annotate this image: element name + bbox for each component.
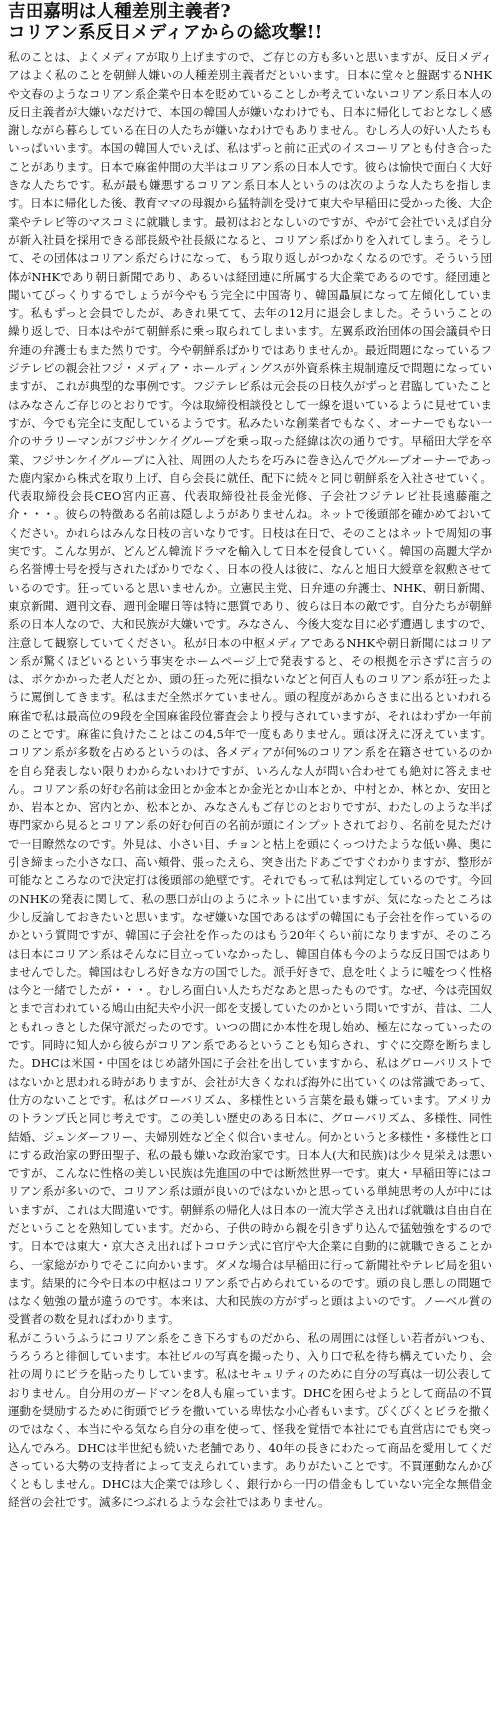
article-paragraph-2: 私がこういうふうにコリアン系をこき下ろすものだから、私の周囲には怪しい若者がいつも、うろうろと徘徊しています。本社ビルの写真を撮ったり、入り口で私を待ち構えていたり、会社の周りにビラを貼ったりしています。私はセキュリティのために自分の写真は一切公表しておりません。自分用のガードマンを8人も雇っています。DHCを困らせようとして商品の不買運動を奨励するために街頭でビラを撒いている卑怯な小心者もいます。びくびくとビラを撒くのではなく、本当にやる気なら自分の車を使って、怪我を覚悟で本社にでも直営店にでも突っ込んでみろ。DHCは半世紀も続いた老舗であり、40年の長きにわたって商品を愛用してくださっている大勢の支持者によって支えられています。ありがたいことです。不買運動なんかびくともしません。DHCは大企業では珍しく、銀行から一円の借金もしていない完全な無借金経営の会社です。滅多につぶれるような会社ではありません。 (8, 1330, 492, 1510)
document-page (0, 2, 500, 1512)
article-title-line-2: コリアン系反日メディアからの総攻撃!! (8, 23, 323, 43)
article-title (8, 2, 492, 44)
article-paragraph-1: 私のことは、よくメディアが取り上げますので、ご存じの方も多いと思いますが、反日メディアはよく私のことを朝鮮人嫌いの人種差別主義者だといいます。日本に堂々と盤踞するNHKや文春のようなコリアン系企業や日本を貶めていることしか考えていないコリアン系日本人の反日主義者が大嫌いなだけで、本国の韓国人が嫌いなわけでも、日本に帰化しておとなしく感謝しながら暮らしている在日の人たちが嫌いなわけでもありません。むしろ人の好い人たちもいっぱいいます。本国の韓国人でいえば、私はずっと前に正式のイスコーリアとも付き合ったことがあります。日本で麻雀仲間の大半はコリアン系の日本人です。彼らは愉快で面白く大好きな人たちです。私が最も嫌悪するコリアン系日本人というのは次のような人たちを指します。日本に帰化した後、教育ママの母親から猛特訓を受けて東大や早稲田に受かった後、大企業やテレビ等のマスコミに就職します。最初はおとなしいのですが、やがて会社でいえば自分が新入社員を採用できる部長級や社長級になると、コリアン系ばかりを入れてしまう。そうして、その団体はコリアン系だらけになって、もう取り返しがつかなくなるのです。そういう団体がNHKであり朝日新聞であり、あるいは経団連に所属する大企業であるのです。経団連と聞いてびっくりするでしょうが今やもう完全に中国寄り、韓国贔屓になって左傾化しています。私もずっと会員でしたが、あきれ果てて、去年の12月に退会しました。そういうことの繰り返しで、日本はやがて朝鮮系に乗っ取られてしまいます。左翼系政治団体の国会議員や日弁連の弁護士もまた然りです。今や朝鮮系ばかりではありませんか。最近問題になっているフジテレビの親会社フジ・メディア・ホールディングスが外資系株主規制違反で問題になっていますが、これが典型的な事例です。フジテレビ系は元会長の日枝久がずっと君臨していたことはみなさんご存じのとおりです。今は取締役相談役として一線を退いているように見せていますが、今でも完全に支配しているようです。私みたいな創業者でもなく、オーナーでもない一介のサラリーマンがフジサンケイグループを乗っ取った経緯は次の通りです。早稲田大学を卒業、フジサンケイグループに入社、周囲の人たちを巧みに巻き込んでグループオーナーであった鹿内家から株式を取り上げ、自ら会長に就任、配下に続々と同じ朝鮮系を入社させていく。代表取締役会長CEO宮内正喜、代表取締役社長金光修、子会社フジテレビ社長遠藤龍之介・・・。彼らの特徴ある名前は隠しようがありませんね。ネットで後頭部を確かめておいてください。かれらはみんな日枝の言いなりです。日枝は在日で、そのことはネットで周知の事実です。こんな男が、どんどん韓流ドラマを輸入して日本を侵食していく。韓国の高麗大学から名誉博士号を授与されたばかりでなく、日本の役人は彼に、なんと旭日大綬章を叙勲させているのです。狂っていると思いませんか。立憲民主党、日弁連の弁護士、NHK、朝日新聞、東京新聞、週刊文春、週刊金曜日等は特に悪質であり、彼らは日本の敵です。自分たちが朝鮮系の日本人なので、大和民族が大嫌いです。みなさん、今後大変な目に必ず遭遇しますので、注意して観察していてください。私が日本の中枢メディアであるNHKや朝日新聞にはコリアン系が驚くほどいるという事実をホームページ上で発表すると、その根拠を示さずに言うのは、ボケかかった老人だとか、頭の狂った死に損ないなどと何百人ものコリアン系が狂ったように罵倒してきます。私はまだ全然ボケていません。頭の程度があからさまに出るといわれる麻雀で私は最高位の9段を全国麻雀段位審査会より授与されていますが、それはわずか一年前のことです。麻雀に負けたことはこの4,5年で一度もありません。頭は冴えに冴えています。コリアン系が多数を占めるというのは、各メディアが何%のコリアン系を在籍させているのかを自ら発表しない限りわからないわけですが、いろんな人が問い合わせても絶対に答えません。コリアン系の好む名前は金田とか金本とか金光とか山本とか、中村とか、林とか、安田とか、岩本とか、宮内とか、松本とか、みなさんもご存じのとおりですが、わたしのような半ば専門家から見るとコリアン系の好む何百の名前が頭にインプットされており、名前を見ただけで一目瞭然なのです。外見は、小さい目、チョンと枯上を頭にくっつけたような低い鼻、奥に引き締まった小さな口、高い頬骨、張ったえら、突き出たドあごですぐわかりますが、整形が可能なところなので決定打は後頭部の絶壁です。それでもって私は判定しているのです。今回のNHKの発表に関して、私の悪口が山のようにネットに出ていますが、気になったところは少し反論しておきたいと思います。なぜ嫌いな国であるはずの韓国にも子会社を作っているのかという質問ですが、韓国に子会社を作ったのはもう20年くらい前になりますが、そのころは日本にコリアン系はそんなに目立っていなかったし、韓国自体も今のような反日国ではありませんでした。韓国はむしろ好きな方の国でした。派手好きで、息を吐くように嘘をつく性格は今と一緒でしたが・・・。むしろ面白い人たちだなあと思ったものです。なぜ、今は売国奴とまで言われている鳩山由紀夫や小沢一郎を支援していたのかという問いですが、昔は、二人ともれっきとした保守派だったのです。いつの間にか本性を現し始め、極左になっていったのです。同時に知人から彼らがコリアン系であるということも知らされ、すぐに交際を断ちました。DHCは米国・中国をはじめ諸外国に子会社を出していますから、私はグローバリストではないかと思われる時がありますが、会社が大きくなれば海外に出ていくのは常識であって、仕方のないことです。私はグローバリズム、多様性という言葉を最も嫌っています。アメリカのトランプ氏と同じ考えです。この美しい歴史のある日本に、グローバリズム、多様性、同性結婚、ジェンダーフリー、夫婦別姓など全く似合いません。何かというと多様性・多様性と口にする政治家の野田聖子、私の最も嫌いな政治家です。日本人(大和民族)は少々見栄えは悪いですが、こんなに性格の美しい民族は先進国の中では断然世界一です。東大・早稲田等にはコリアン系が多いので、コリアン系は頭が良いのではないかと思っている単純思考の人が中にはいますが、これは大間違いです。朝鮮系の帰化人は日本の一流大学さえ出れば就職は自由自在だということを熟知しています。だから、子供の時から親を引きずり込んで猛勉強をするのです。日本では東大・京大さえ出ればトコロテン式に官庁や大企業に自動的に就職できることから、一家総がかりでそこに向かいます。ダメな場合は早稲田に行って新聞社やテレビ局を狙います。結果的に今や日本の中枢はコリアン系で占められているのです。頭の良し悪しの問題ではなく勉強の量が違うのです。本来は、大和民族の方がずっと頭はよいのです。ノーベル賞の受賞者の数を見ればわかります。 (8, 50, 492, 1327)
article-title-line-1: 吉田嘉明は人種差別主義者? (8, 2, 231, 22)
article-body (8, 48, 492, 1512)
